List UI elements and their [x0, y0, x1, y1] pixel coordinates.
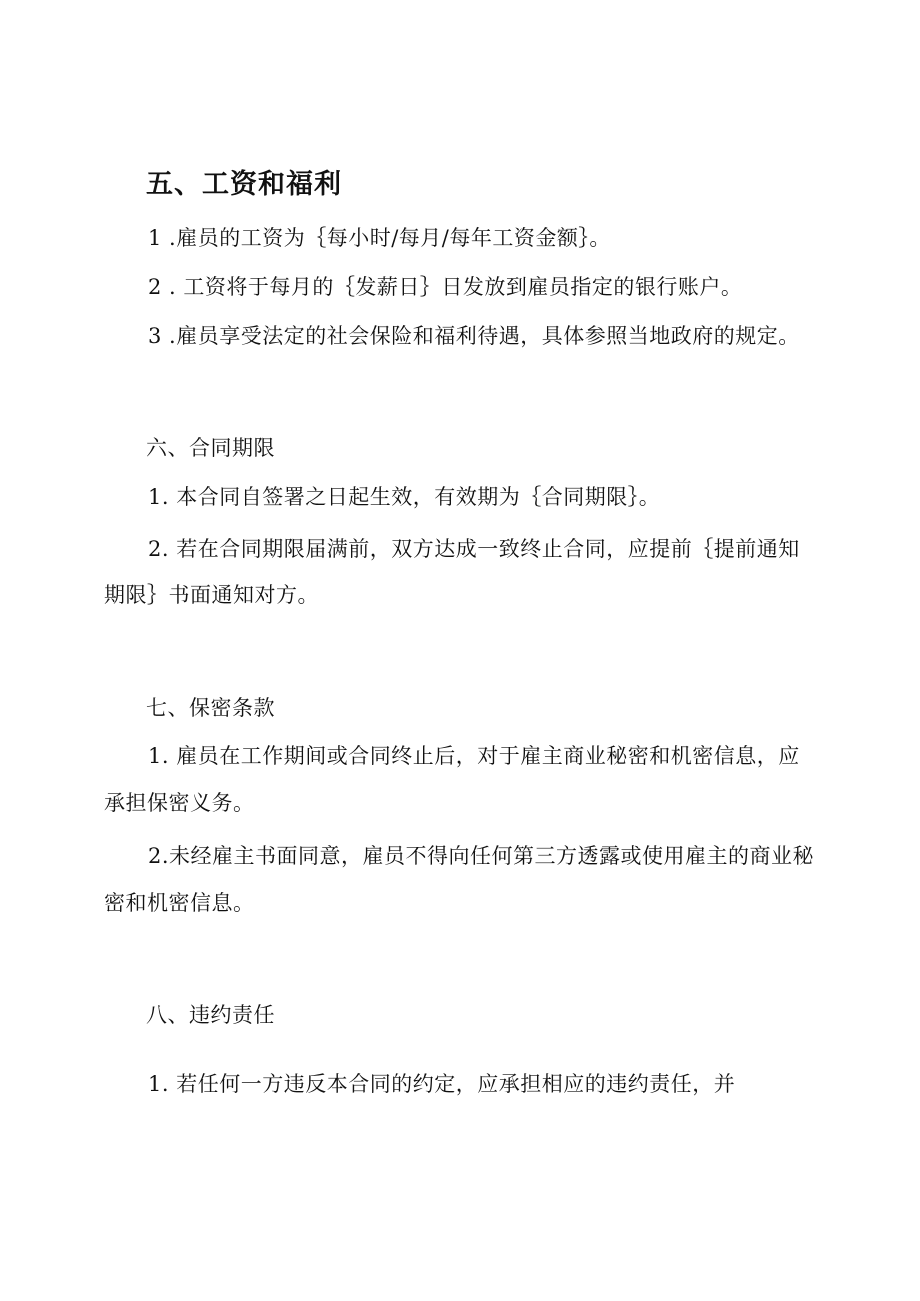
section-heading-breach: 八、违约责任 — [146, 1003, 275, 1027]
section-heading-confidentiality: 七、保密条款 — [146, 696, 275, 720]
salary-clause-2: 2 . 工资将于每月的｛发薪日｝日发放到雇员指定的银行账户。 — [148, 275, 743, 299]
salary-clause-3: 3 .雇员享受法定的社会保险和福利待遇，具体参照当地政府的规定。 — [148, 324, 800, 348]
confidentiality-clause-1-line-1: 1. 雇员在工作期间或合同终止后，对于雇主商业秘密和机密信息，应 — [148, 744, 800, 768]
confidentiality-clause-2-line-2: 密和机密信息。 — [104, 891, 255, 915]
section-heading-term: 六、合同期限 — [146, 436, 275, 460]
section-heading-salary: 五、工资和福利 — [146, 169, 342, 200]
term-clause-2-line-1: 2. 若在合同期限届满前，双方达成一致终止合同，应提前｛提前通知 — [148, 537, 800, 561]
salary-clause-1: 1 .雇员的工资为｛每小时/每月/每年工资金额｝。 — [148, 226, 611, 250]
term-clause-1: 1. 本合同自签署之日起生效，有效期为｛合同期限｝。 — [148, 485, 661, 509]
breach-clause-1: 1. 若任何一方违反本合同的约定，应承担相应的违约责任，并 — [148, 1072, 736, 1096]
confidentiality-clause-2-line-1: 2.未经雇主书面同意，雇员不得向任何第三方透露或使用雇主的商业秘 — [148, 844, 815, 868]
confidentiality-clause-1-line-2: 承担保密义务。 — [104, 791, 255, 815]
term-clause-2-line-2: 期限｝书面通知对方。 — [104, 583, 319, 607]
